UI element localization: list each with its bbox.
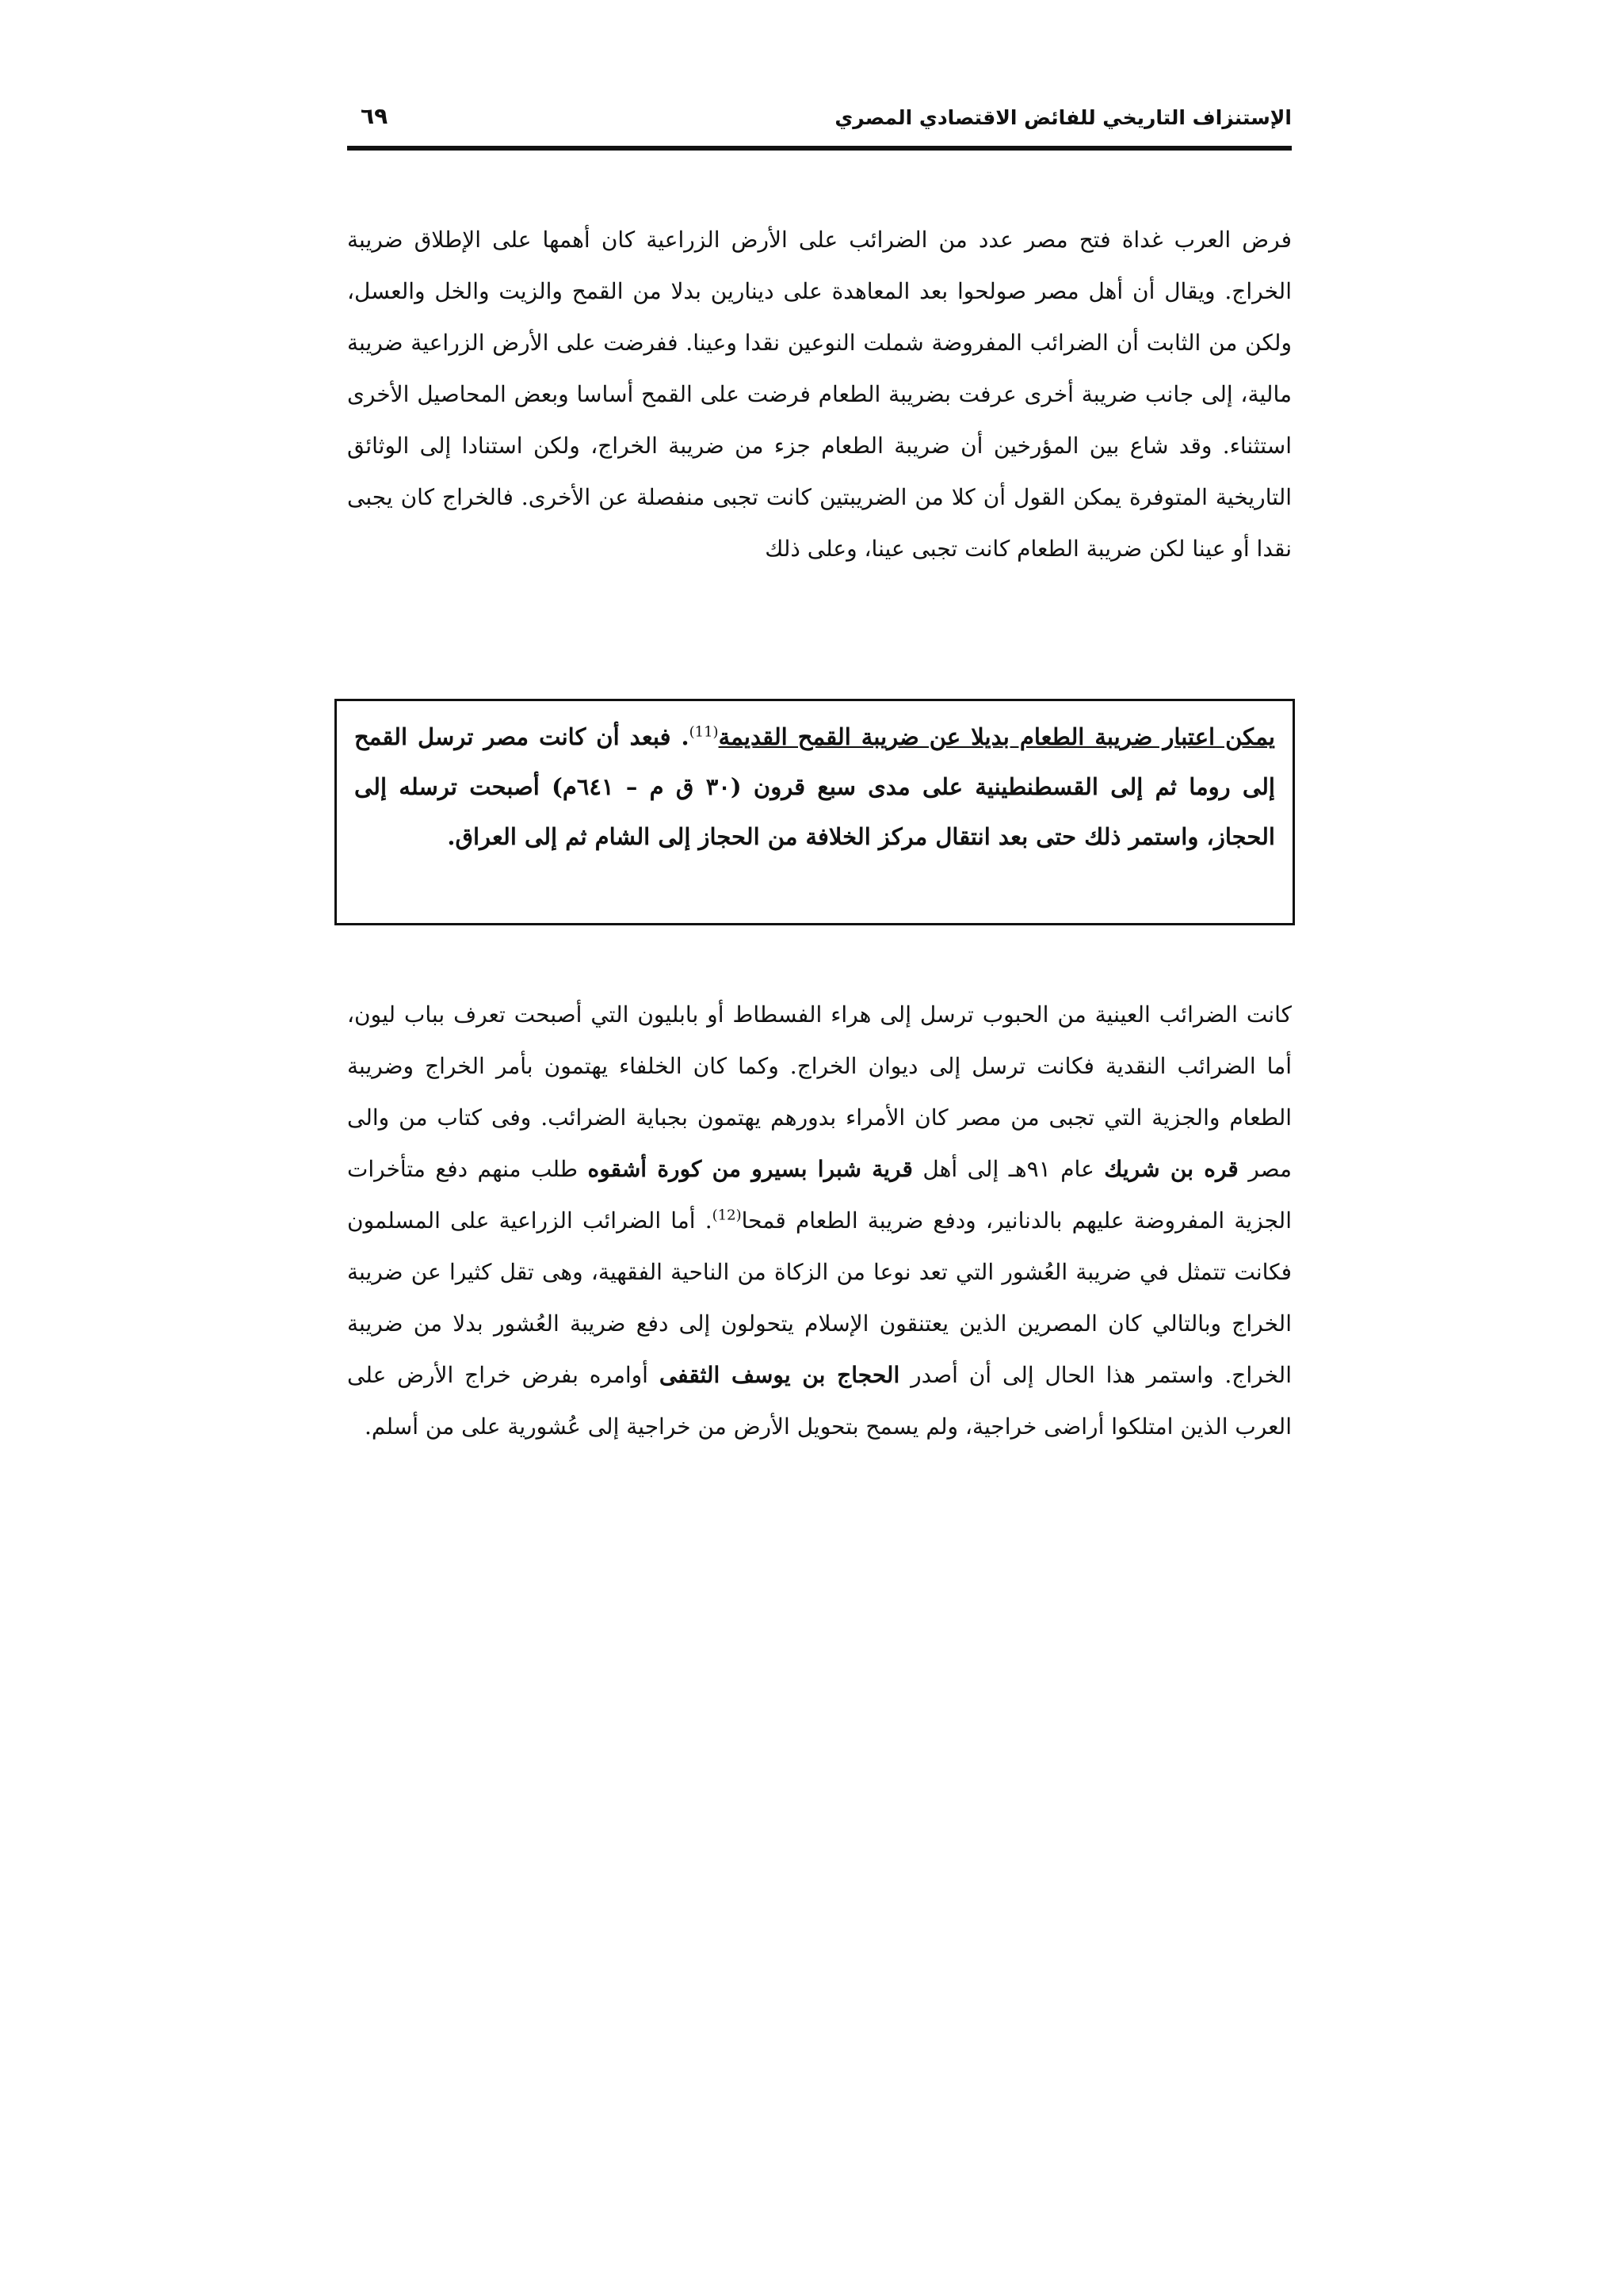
highlight-box bbox=[334, 699, 1295, 925]
name-hajjaj: الحجاج بن يوسف الثقفى bbox=[659, 1362, 900, 1388]
paragraph-2-text-4: . أما الضرائب الزراعية على المسلمون فكانت تتمثل في ضريبة العُشور التي تعد نوعا من الزكاة من الناحية الفقهية، وهى تقل كثيرا عن ضريبة الخراج وبالتالي كان المصرين الذين يعتنقون الإسلام يتحولون إلى دفع ضريبة العُشور بدلا من ضريبة الخراج. واستمر هذا الحال إلى أن أصدر bbox=[347, 1207, 1292, 1388]
paragraph-2-text-5: أوامره بفرض خراج الأرض على العرب الذين امتلكوا أراضى خراجية، ولم يسمح بتحويل الأرض من خراجية إلى عُشورية على من أسلم. bbox=[347, 1362, 1292, 1440]
footnote-ref-12: (12) bbox=[712, 1207, 742, 1224]
page-number: ٦٩ bbox=[361, 103, 388, 129]
name-qurra-ibn-sharik: قره بن شريك bbox=[1104, 1156, 1239, 1182]
paragraph-2-text-2: عام ٩١هـ إلى أهل bbox=[912, 1156, 1105, 1182]
place-shubra-basiru: قرية شبرا بسيرو من كورة أشقوه bbox=[587, 1156, 913, 1182]
paragraph-2-text-1: كانت الضرائب العينية من الحبوب ترسل إلى هراء الفسطاط أو بابليون التي أصبحت تعرف بباب ليون، أما الضرائب النقدية فكانت ترسل إلى ديوان الخراج. وكما كان الخلفاء يهتمون بأمر الخراج وضريبة الطعام والجزية التي تجبى من مصر كان الأمراء بدورهم يهتمون بجباية الضرائب. وفى كتاب من والى مصر bbox=[347, 1001, 1293, 1182]
header-title: الإستنزاف التاريخي للفائض الاقتصادي المصري bbox=[834, 106, 1292, 129]
paragraph-2-text-3: طلب منهم دفع متأخرات الجزية المفروضة عليهم بالدنانير، ودفع ضريبة الطعام قمحا bbox=[347, 1156, 1292, 1234]
header-rule bbox=[347, 146, 1292, 151]
box-underlined-text: يمكن اعتبار ضريبة الطعام بديلا عن ضريبة القمح القديمة bbox=[718, 723, 1275, 750]
paragraph-1 bbox=[347, 214, 1292, 574]
paragraph-1-text: فرض العرب غداة فتح مصر عدد من الضرائب على الأرض الزراعية كان أهمها على الإطلاق ضريبة الخراج. ويقال أن أهل مصر صولحوا بعد المعاهدة على دينارين بدلا من القمح والزيت والخل والعسل، ولكن من الثابت أن الضرائب المفروضة شملت النوعين نقدا وعينا. ففرضت على الأرض الزراعية ضريبة مالية، إلى جانب ضريبة أخرى عرفت بضريبة الطعام فرضت على القمح أساسا وبعض المحاصيل الأخرى استثناء. وقد شاع بين المؤرخين أن ضريبة الطعام جزء من ضريبة الخراج، ولكن استنادا إلى الوثائق التاريخية المتوفرة يمكن القول أن كلا من الضريبتين كانت تجبى منفصلة عن الأخرى. فالخراج كان يجبى نقدا أو عينا لكن ضريبة الطعام كانت تجبى عينا، وعلى ذلك bbox=[347, 227, 1292, 562]
footnote-ref-11: (11) bbox=[689, 723, 719, 741]
paragraph-2 bbox=[347, 989, 1292, 1452]
running-header bbox=[361, 101, 1292, 141]
box-text: . فبعد أن كانت مصر ترسل القمح إلى روما ثم إلى القسطنطينية على مدى سبع قرون (٣٠ ق م – ٦٤١م) أصبحت ترسله إلى الحجاز، واستمر ذلك حتى بعد انتقال مركز الخلافة من الحجاز إلى الشام ثم إلى العراق. bbox=[354, 723, 1275, 850]
